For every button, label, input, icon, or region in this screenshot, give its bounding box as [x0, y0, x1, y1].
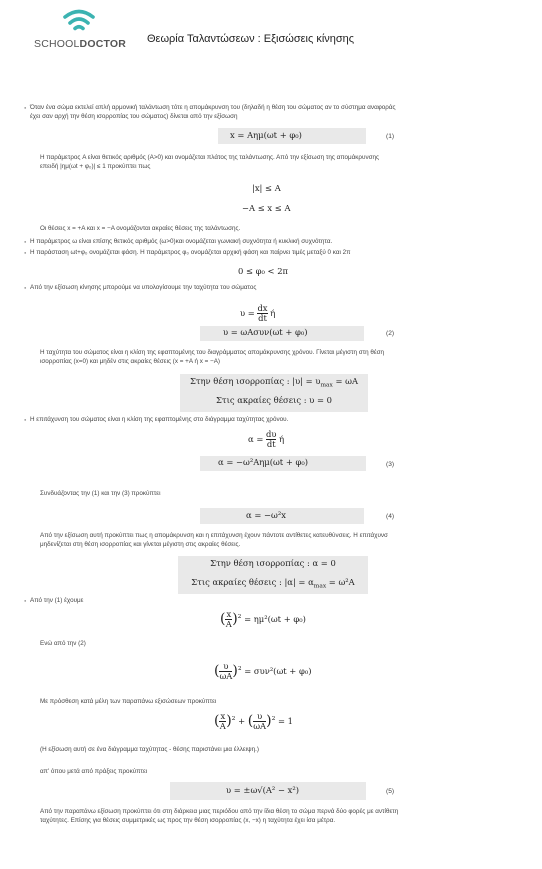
equation-2-number: (2) [386, 330, 395, 337]
paragraph-displacement: ● Όταν ένα σώμα εκτελεί απλή αρμονική ταλάντωση τότε η απομάκρυνση του (δηλαδή η θέση του σώματος αν το σύστημα αναφοράς έχει σαν αρχή την θέση ισορροπίας του σώματος) δίνεται από την εξίσωση [30, 104, 518, 121]
equation-velocity-definition: υ = $\frac{dx}{dt}$ ή [240, 303, 276, 323]
equation-5a: ( $\frac{x}{A}$ )$^2$ = ημ²(ωt + φ₀) [220, 609, 306, 629]
equation-range: −A ≤ x ≤ A [242, 203, 291, 213]
bullet-omega: ● Η παράμετρος ω είναι επίσης θετικός αριθμός (ω>0)και ονομάζεται γωνιακή συχνότητα ή κυκλική συχνότητα. [30, 238, 518, 247]
page-title: Θεωρία Ταλαντώσεων : Εξισώσεις κίνησης [147, 33, 355, 45]
paragraph-from-eq2: Ενώ από την (2) [40, 640, 86, 647]
equation-4: α = −ω²x [246, 510, 286, 520]
equation-3: α = −ω²Aημ(ωt + φ₀) [218, 457, 309, 467]
paragraph-velocity-slope: Η ταχύτητα του σώματος είναι η κλίση της εφαπτομένης του διαγράμματος απομάκρυνσης χρόνου. Γίνεται μέγιστη στη θέση ισορροπίας (x=0) και μηδέν στις ακραίες θέσεις (x = +A ή x = −A) [40, 349, 385, 365]
wifi-logo-icon [62, 8, 96, 34]
equation-1: x = Aημ(ωt + φ₀) [230, 130, 302, 140]
equation-5b: ( $\frac{\upsilon}{\omega A}$ )$^2$ = συν²(ωt + φ₀) [214, 661, 312, 681]
paragraph-adding: Με πρόσθεση κατά μέλη των παραπάνω εξισώσεων προκύπτει [40, 698, 217, 705]
acceleration-extremes: Στις ακραίες θέσεις : $|\alpha| = \alpha_{max} = \omega^2A$ [191, 577, 355, 590]
equation-5: υ = ±ω√(A² − x²) [226, 785, 299, 795]
velocity-equilibrium: Στην θέση ισορροπίας : $|\upsilon| = \upsilon_{max} = \omega A$ [189, 376, 359, 389]
equation-phase-range: 0 ≤ φ₀ < 2π [238, 266, 289, 276]
equation-4-number: (4) [386, 513, 395, 520]
acceleration-equilibrium: Στην θέση ισορροπίας : α = 0 [210, 558, 336, 568]
velocity-extremes: Στις ακραίες θέσεις : υ = 0 [216, 395, 332, 405]
schooldoctor-logo[interactable] [32, 8, 132, 54]
paragraph-combining: Συνδυάζοντας την (1) και την (3) προκύπτει [40, 490, 161, 497]
paragraph-extreme-positions: Οι θέσεις x = +A και x = −A ονομάζονται ακραίες θέσεις της ταλάντωσης. [40, 225, 241, 232]
bullet-velocity: ● Από την εξίσωση κίνησης μπορούμε να υπολογίσουμε την ταχύτητα του σώματος [30, 284, 518, 293]
equation-5-number: (5) [386, 788, 395, 795]
page-header [0, 0, 542, 70]
bullet-acceleration: ● Η επιτάχυνση του σώματος είναι η κλίση της εφαπτομένης στο διάγραμμα ταχύτητας χρόνου. [30, 416, 518, 425]
bullet-from-eq1: ● Από την (1) έχουμε [30, 597, 518, 606]
bullet-phase: ● Η παράσταση ωt+φ₀ ονομάζεται φάση. Η παράμετρος φ₀ ονομάζεται αρχική φάση και παίρνει τιμές μεταξύ 0 και 2π [30, 249, 518, 258]
equation-3-number: (3) [386, 461, 395, 468]
equation-1-number: (1) [386, 133, 395, 140]
logo-wordmark: SCHOOLDOCTOR [34, 38, 127, 50]
equation-2: υ = ωAσυν(ωt + φ₀) [223, 327, 308, 337]
paragraph-amplitude: Η παράμετρος A είναι θετικός αριθμός (A>0) και ονομάζεται πλάτος της ταλάντωσης. Από την εξίσωση της απομάκρυνσης επειδή |ημ(ωt + φ₀)| ≤ 1 προκύπτει πως [40, 154, 380, 170]
paragraph-after-operations: απ' όπου μετά από πράξεις προκύπτει [40, 768, 148, 775]
equation-ellipse: ( $\frac{x}{A}$ )$^2$ + ( $\frac{\upsilon}{\omega A}$ )$^2$ = 1 [214, 711, 293, 731]
paragraph-conclusion: Από την παραπάνω εξίσωση προκύπτει ότι στη διάρκεια μιας περιόδου από την ίδια θέση το σώμα περνά δύο φορές με αντίθετη ταχύτητες. Επίσης για θέσεις συμμετρικές ως προς την θέση ισορροπίας (x, −x) η ταχύτητα έχει ίσα μέτρα. [40, 808, 399, 824]
equation-abs-x: |x| ≤ A [252, 183, 281, 193]
paragraph-opposite-directions: Από την εξίσωση αυτή προκύπτει πως η απομάκρυνση και η επιτάχυνση έχουν πάντοτε αντίθετες κατευθύνσεις. Η επιτάχυνσ μηδενίζεται στη θέση ισορροπίας και γίνεται μέγιστη στις ακραίες θέσεις. [40, 532, 388, 548]
paragraph-ellipse-note: (Η εξίσωση αυτή σε ένα διάγραμμα ταχύτητας - θέσης παριστάνει μια έλλειψη.) [40, 746, 259, 753]
equation-acceleration-definition: α = $\frac{d\upsilon}{dt}$ ή [248, 429, 285, 449]
